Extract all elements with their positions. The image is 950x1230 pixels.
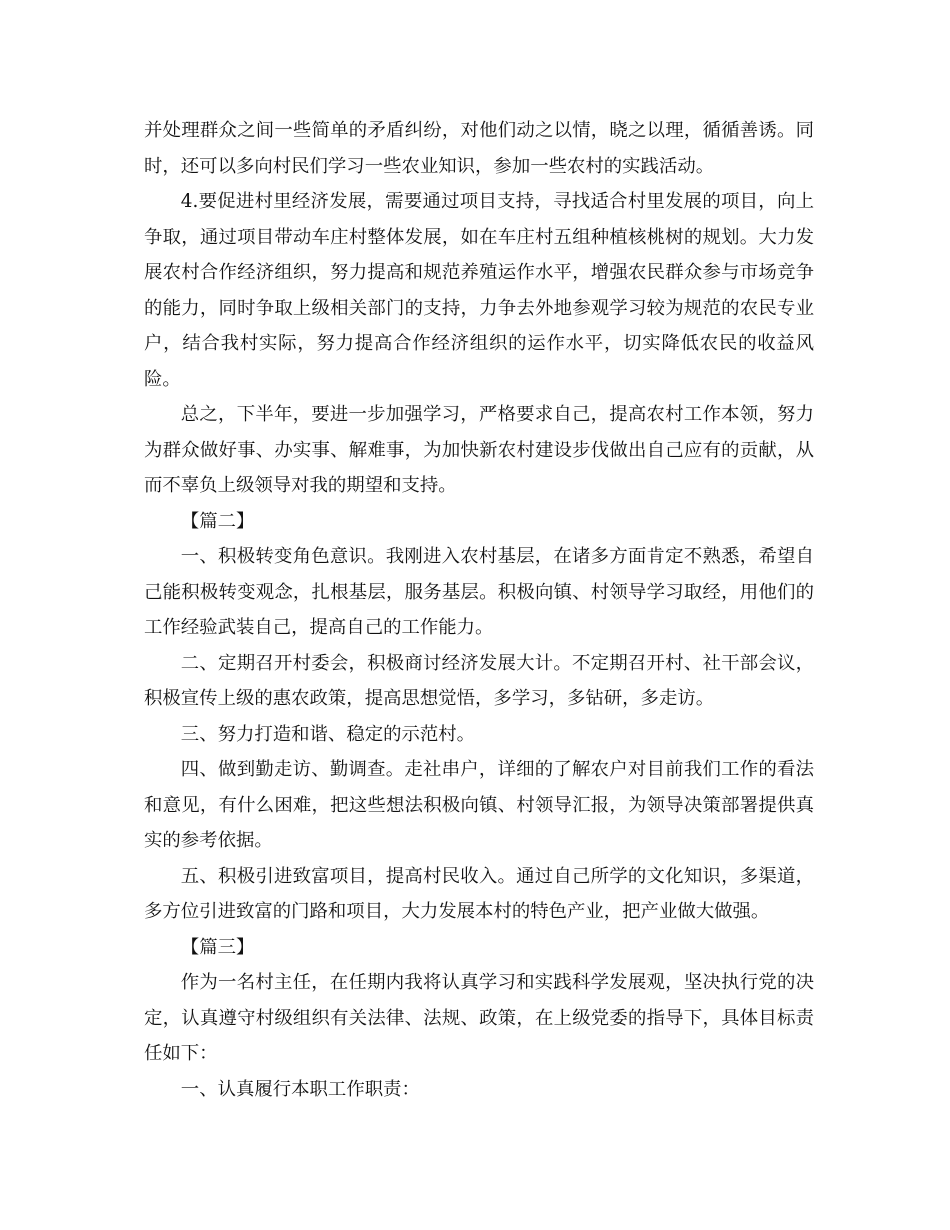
paragraph-village-committee: 二、定期召开村委会，积极商讨经济发展大计。不定期召开村、社干部会议，积极宣传上级的惠农政策，提高思想觉悟，多学习，多钻研，多走访。 bbox=[144, 652, 814, 709]
paragraph-duties: 一、认真履行本职工作职责： bbox=[180, 1078, 420, 1100]
paragraph-village-director: 作为一名村主任，在任期内我将认真学习和实践科学发展观，坚决执行党的决定，认真遵守村级组织有关法律、法规、政策，在上级党委的指导下，具体目标责任如下： bbox=[144, 972, 814, 1064]
paragraph-model-village: 三、努力打造和谐、稳定的示范村。 bbox=[180, 723, 476, 745]
paragraph-economy: 4.要促进村里经济发展，需要通过项目支持，寻找适合村里发展的项目，向上争取，通过项目带动车庄村整体发展，如在车庄村五组种植核桃树的规划。大力发展农村合作经济组织，努力提高和规范养殖运作水平，增强农民群众参与市场竞争的能力，同时争取上级相关部门的支持，力争去外地参观学习较为规范的农民专业户，结合我村实际，努力提高合作经济组织的运作水平，切实降低农民的收益风险。 bbox=[144, 191, 814, 390]
paragraph-visits: 四、做到勤走访、勤调查。走社串户，详细的了解农户对目前我们工作的看法和意见，有什么困难，把这些想法积极向镇、村领导汇报，为领导决策部署提供真实的参考依据。 bbox=[144, 759, 814, 851]
document-body bbox=[144, 113, 814, 1107]
section-heading-part-three: 【篇三】 bbox=[180, 936, 255, 958]
paragraph-projects: 五、积极引进致富项目，提高村民收入。通过自己所学的文化知识，多渠道，多方位引进致富的门路和项目，大力发展本村的特色产业，把产业做大做强。 bbox=[144, 865, 814, 922]
paragraph-role-awareness: 一、积极转变角色意识。我刚进入农村基层，在诸多方面肯定不熟悉，希望自己能积极转变观念，扎根基层，服务基层。积极向镇、村领导学习取经，用他们的工作经验武装自己，提高自己的工作能力。 bbox=[144, 546, 814, 638]
paragraph-continued: 并处理群众之间一些简单的矛盾纠纷，对他们动之以情，晓之以理，循循善诱。同时，还可以多向村民们学习一些农业知识，参加一些农村的实践活动。 bbox=[144, 120, 814, 177]
paragraph-summary: 总之，下半年，要进一步加强学习，严格要求自己，提高农村工作本领，努力为群众做好事、办实事、解难事，为加快新农村建设步伐做出自己应有的贡献，从而不辜负上级领导对我的期望和支持。 bbox=[144, 404, 814, 496]
section-heading-part-two: 【篇二】 bbox=[180, 510, 255, 532]
